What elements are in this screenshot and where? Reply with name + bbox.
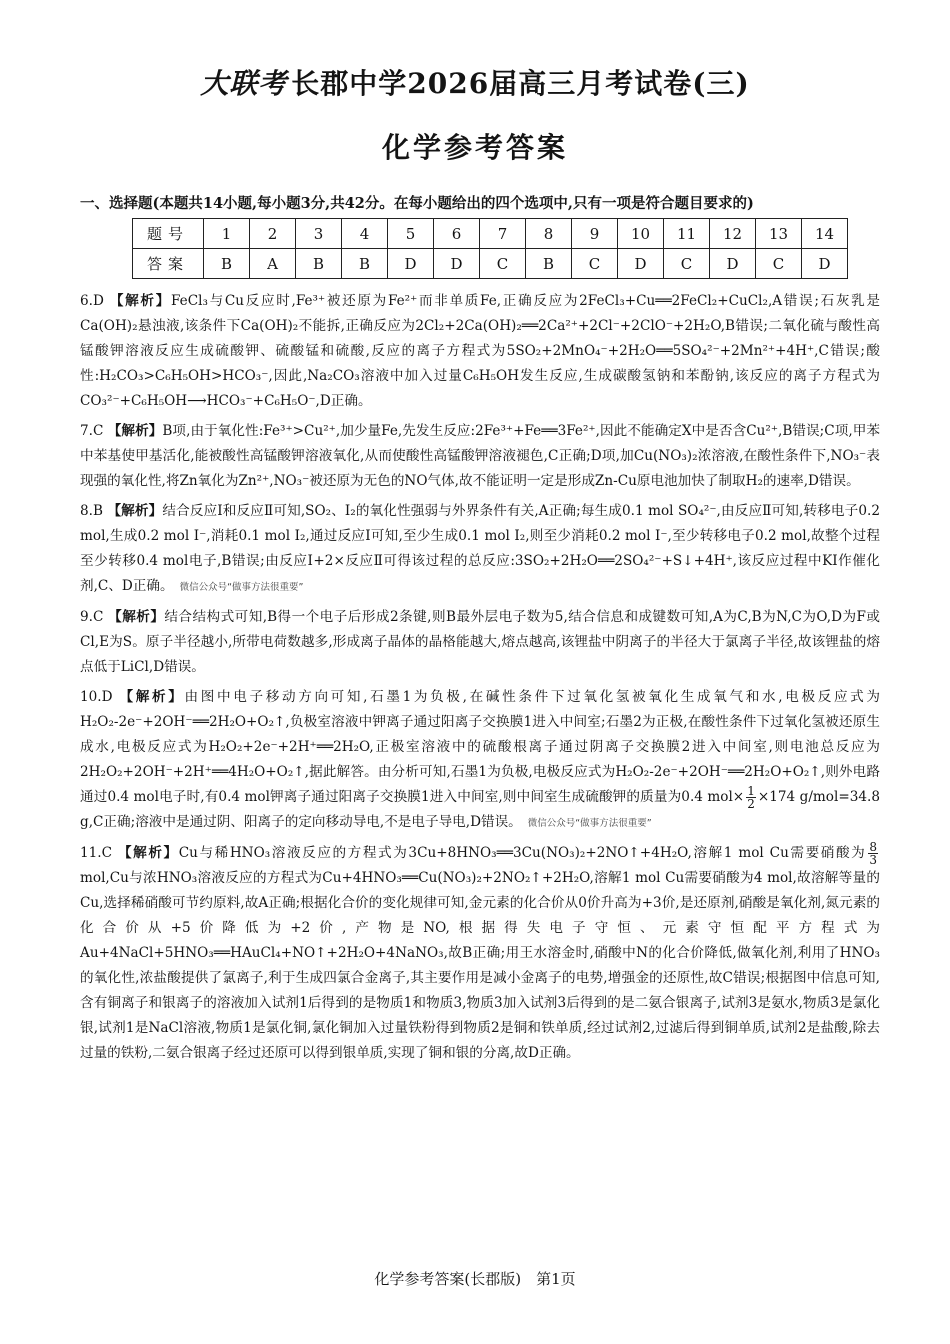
question-number-cell: 13 <box>756 219 802 249</box>
fraction-denominator: 2 <box>747 797 755 811</box>
question-number-cell: 8 <box>526 219 572 249</box>
explanation-q10 <box>80 685 880 836</box>
answer-cell: C <box>664 249 710 279</box>
analysis-tag: 【解析】 <box>117 845 179 861</box>
explanations <box>80 289 880 1071</box>
answer-table-row-answers <box>133 249 848 279</box>
question-number-cell: 11 <box>664 219 710 249</box>
answer-cell: C <box>480 249 526 279</box>
watermark-text: 微信公众号“做事方法很重要” <box>527 818 652 829</box>
explanation-q7 <box>80 419 880 494</box>
question-label: 10.D <box>80 689 113 705</box>
answer-cell: C <box>756 249 802 279</box>
explanation-text: mol,Cu与浓HNO₃溶液反应的方程式为Cu+4HNO₃══Cu(NO₃)₂+2NO₂↑+2H₂O,溶解1 mol Cu需要硝酸为4 mol,故溶解等量的Cu,选择稀硝酸可节约原料,故A正确;根据化合价的变化规律可知,金元素的化合价从0价升高为+3价,是还原剂,硝酸是氧化剂,氮元素的化合价从+5价降低为+2价,产物是NO,根据得失电子守恒、元素守恒配平方程式为Au+4NaCl+5HNO₃══HAuCl₄+NO↑+2H₂O+4NaNO₃,故B正确;用王水溶金时,硝酸中N的化合价降低,做氧化剂,利用了HNO₃的氧化性,浓盐酸提供了氯离子,利于生成四氯合金离子,其主要作用是减小金离子的电势,增强金的还原性,故C错误;根据图中信息可知,含有铜离子和银离子的溶液加入试剂1后得到的是物质1和物质3,物质3加入试剂3后得到的是二氨合银离子,试剂3是氨水,物质3是氯化银,试剂1是NaCl溶液,物质1是氯化铜,氯化铜加入过量铁粉得到物质2是铜和铁单质,经过试剂2,过滤后得到铜单质,试剂2是盐酸,除去过量的铁粉,二氨合银离子经过还原可以得到银单质,实现了铜和银的分离,故D正确。 <box>80 870 880 1061</box>
question-number-cell: 9 <box>572 219 618 249</box>
question-number-cell: 3 <box>296 219 342 249</box>
question-number-cell: 12 <box>710 219 756 249</box>
question-number-cell: 14 <box>802 219 848 249</box>
page-footer: 化学参考答案(长郡版) 第1页 <box>374 1270 576 1288</box>
question-label: 9.C <box>80 609 104 625</box>
section-heading-choice: 一、选择题(本题共14小题,每小题3分,共42分。在每小题给出的四个选项中,只有一项是符合题目要求的) <box>80 195 754 212</box>
explanation-q6 <box>80 289 880 414</box>
document-title: 化学参考答案 <box>381 131 568 164</box>
analysis-tag: 【解析】 <box>119 689 185 705</box>
analysis-tag: 【解析】 <box>107 423 163 439</box>
exam-header <box>0 62 950 102</box>
explanation-text: 结合反应Ⅰ和反应Ⅱ可知,SO₂、I₂的氧化性强弱与外界条件有关,A正确;每生成0.1 mol SO₄²⁻,由反应Ⅱ可知,转移电子0.2 mol,生成0.2 mol I⁻,消耗0.1 mol I₂,通过反应Ⅰ可知,至少生成0.1 mol I₂,则至少消耗0.2 mol I⁻,至少转移电子0.2 mol,故整个过程至少转移0.4 mol电子,B错误;由反应Ⅰ+2×反应Ⅱ可得该过程的总反应:3SO₂+2H₂O══2SO₄²⁻+S↓+4H⁺,该反应过程中KI作催化剂,C、D正确。 <box>80 503 881 594</box>
explanation-text: FeCl₃与Cu反应时,Fe³⁺被还原为Fe²⁺而非单质Fe,正确反应为2FeCl₃+Cu══2FeCl₂+CuCl₂,A错误;石灰乳是Ca(OH)₂悬浊液,该条件下Ca(OH)₂不能拆,正确反应为2Cl₂+2Ca(OH)₂══2Ca²⁺+2Cl⁻+2ClO⁻+2H₂O,B错误;二氧化硫与酸性高锰酸钾溶液反应生成硫酸钾、硫酸锰和硫酸,反应的离子方程式为5SO₂+2MnO₄⁻+2H₂O══5SO₄²⁻+2Mn²⁺+4H⁺,C错误;酸性:H₂CO₃>C₆H₅OH>HCO₃⁻,因此,Na₂CO₃溶液中加入过量C₆H₅OH发生反应,生成碳酸氢钠和苯酚钠,该反应的离子方程式为CO₃²⁻+C₆H₅OH⟶HCO₃⁻+C₆H₅O⁻,D正确。 <box>80 293 880 409</box>
exam-title-line: 长郡中学2026届高三月考试卷(三) <box>291 67 750 100</box>
question-number-cell: 10 <box>618 219 664 249</box>
question-number-cell: 1 <box>204 219 250 249</box>
watermark-text: 微信公众号“做事方法很重要” <box>179 582 304 593</box>
answer-table-row-numbers <box>133 219 848 249</box>
analysis-tag: 【解析】 <box>109 293 171 309</box>
answer-cell: B <box>296 249 342 279</box>
fraction <box>746 785 756 810</box>
answer-cell: D <box>388 249 434 279</box>
explanation-text: B项,由于氧化性:Fe³⁺>Cu²⁺,加少量Fe,先发生反应:2Fe³⁺+Fe══3Fe²⁺,因此不能确定X中是否含Cu²⁺,B错误;C项,甲苯中苯基使甲基活化,能被酸性高锰酸钾溶液氧化,从而使酸性高锰酸钾溶液褪色,C正确;D项,加Cu(NO₃)₂浓溶液,在酸性条件下,NO₃⁻表现强的氧化性,将Zn氧化为Zn²⁺,NO₃⁻被还原为无色的NO气体,故不能证明一定是形成Zn-Cu原电池加快了制取H₂的速率,D错误。 <box>80 423 880 489</box>
explanation-q9 <box>80 605 880 680</box>
question-label: 11.C <box>80 845 113 861</box>
analysis-tag: 【解析】 <box>107 503 163 519</box>
question-number-cell: 4 <box>342 219 388 249</box>
explanation-text: 结合结构式可知,B得一个电子后形成2条键,则B最外层电子数为5,结合信息和成键数可知,A为C,B为N,C为O,D为F或Cl,E为S。原子半径越小,所带电荷数越多,形成离子晶体的晶格能越大,熔点越高,该锂盐中阴离子的半径大于氯离子半径,故该锂盐的熔点低于LiCl,D错误。 <box>80 609 880 675</box>
answer-cell: D <box>434 249 480 279</box>
fraction-denominator: 3 <box>869 853 877 867</box>
answer-cell: B <box>526 249 572 279</box>
question-number-cell: 6 <box>434 219 480 249</box>
explanation-text: ×174 g/mol=34.8 g,C正确;溶液中是通过阴、阳离子的定向移动导电,不是电子导电,D错误。 <box>80 789 880 830</box>
question-number-cell: 2 <box>250 219 296 249</box>
answer-cell: C <box>572 249 618 279</box>
analysis-tag: 【解析】 <box>108 609 165 625</box>
explanation-text: 由图中电子移动方向可知,石墨1为负极,在碱性条件下过氧化氢被氧化生成氧气和水,电极反应式为H₂O₂-2e⁻+2OH⁻══2H₂O+O₂↑,负极室溶液中钾离子通过阳离子交换膜1进入中间室;石墨2为正极,在酸性条件下过氧化氢被还原生成水,电极反应式为H₂O₂+2e⁻+2H⁺══2H₂O,正极室溶液中的硫酸根离子通过阴离子交换膜2进入中间室,则电池总反应为2H₂O₂+2OH⁻+2H⁺══4H₂O+O₂↑,据此解答。由分析可知,石墨1为负极,电极反应式为H₂O₂-2e⁻+2OH⁻══2H₂O+O₂↑,则外电路通过0.4 mol电子时,有0.4 mol钾离子通过阳离子交换膜1进入中间室,则中间室生成硫酸钾的质量为0.4 mol× <box>80 689 881 805</box>
brand-logo-text: 大联考 <box>200 67 288 100</box>
answer-cell: B <box>342 249 388 279</box>
answer-cell: D <box>802 249 848 279</box>
question-label: 6.D <box>80 293 104 309</box>
row-label-number: 题号 <box>133 219 204 249</box>
fraction-numerator: 1 <box>747 784 755 798</box>
fraction <box>868 841 878 866</box>
answer-cell: A <box>250 249 296 279</box>
answer-cell: D <box>710 249 756 279</box>
question-label: 7.C <box>80 423 104 439</box>
question-number-cell: 7 <box>480 219 526 249</box>
question-number-cell: 5 <box>388 219 434 249</box>
fraction-numerator: 8 <box>869 840 877 854</box>
answer-cell: B <box>204 249 250 279</box>
answer-cell: D <box>618 249 664 279</box>
row-label-answer: 答案 <box>133 249 204 279</box>
explanation-q11 <box>80 841 880 1066</box>
explanation-text: Cu与稀HNO₃溶液反应的方程式为3Cu+8HNO₃══3Cu(NO₃)₂+2NO↑+4H₂O,溶解1 mol Cu需要硝酸为 <box>178 845 867 861</box>
answer-table <box>132 218 848 279</box>
explanation-q8 <box>80 499 880 600</box>
question-label: 8.B <box>80 503 103 519</box>
